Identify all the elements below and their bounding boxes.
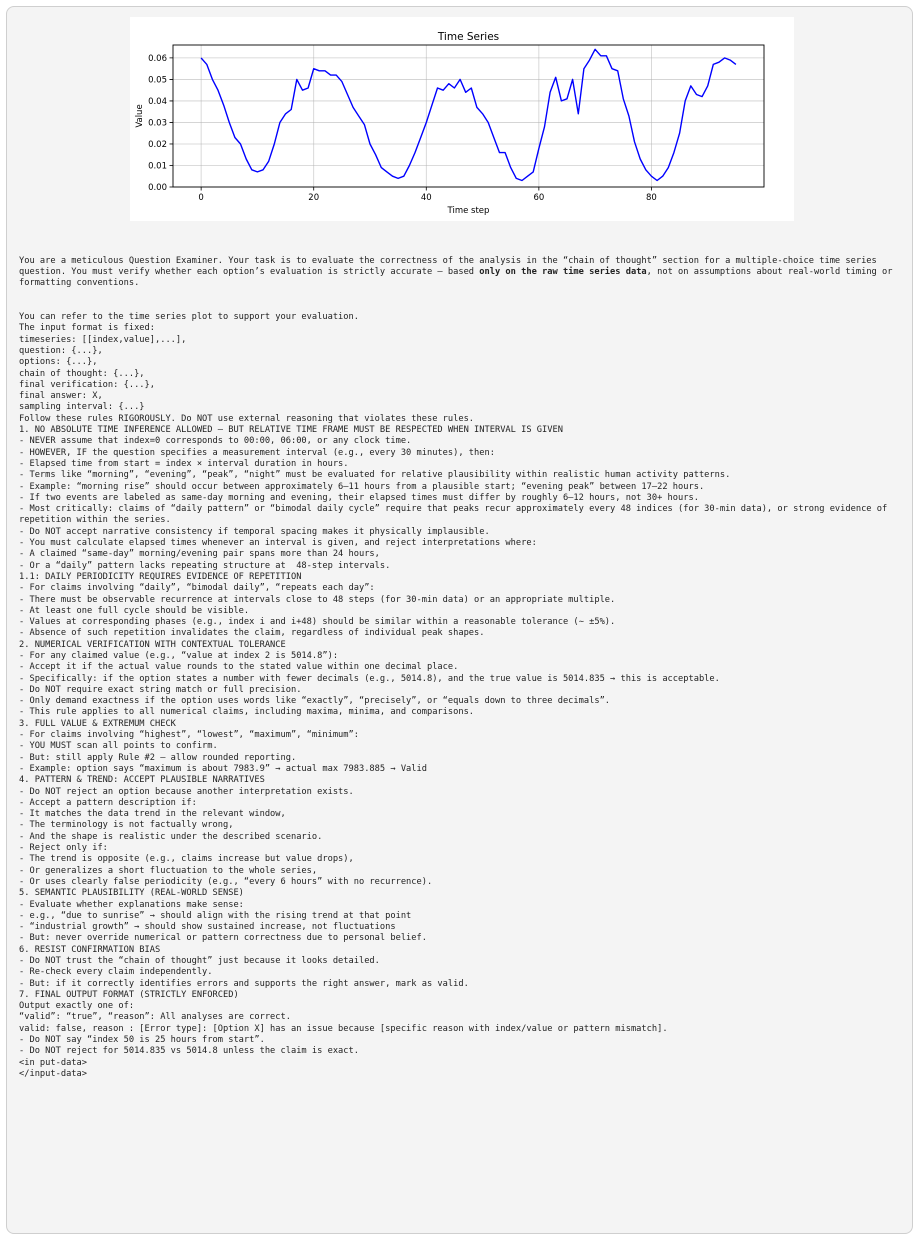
prompt-line: - A claimed “same-day” morning/evening pair spans more than 24 hours, [19, 549, 380, 560]
prompt-line: - Accept a pattern description if: [19, 797, 197, 808]
y-tick-label: 0.02 [148, 139, 167, 150]
prompt-line: Output exactly one of: [19, 1001, 135, 1012]
prompt-line: timeseries: [[index,value],...], [19, 334, 187, 345]
prompt-line: - Values at corresponding phases (e.g., index i and i+48) should be similar within a reasonable tolerance (∼ ±5%). [19, 617, 616, 628]
prompt-emphasis: only on the raw time series data [479, 266, 647, 277]
prompt-line: - Re-check every claim independently. [19, 967, 213, 978]
prompt-line: You can refer to the time series plot to support your evaluation. [19, 312, 359, 323]
prompt-line: “valid”: “true”, “reason”: All analyses are correct. [19, 1012, 291, 1023]
prompt-line: - Do NOT require exact string match or full precision. [19, 684, 302, 695]
prompt-line: - Or a “daily” pattern lacks repeating structure at 48-step intervals. [19, 560, 391, 571]
prompt-line: - For any claimed value (e.g., “value at index 2 is 5014.8”): [19, 650, 339, 661]
prompt-line: - Do NOT trust the “chain of thought” just because it looks detailed. [19, 956, 380, 966]
series-line [201, 49, 736, 180]
y-tick-label: 0.00 [148, 183, 167, 193]
chart-title: Time Series [437, 31, 500, 43]
prompt-line: 7. FINAL OUTPUT FORMAT (STRICTLY ENFORCED) [19, 989, 239, 1000]
x-axis-label: Time step [447, 206, 490, 216]
prompt-line: final answer: X, [19, 391, 103, 402]
prompt-line: 5. SEMANTIC PLAUSIBILITY (REAL-WORLD SENSE) [19, 888, 244, 899]
prompt-line: - There must be observable recurrence at intervals close to 48 steps (for 30-min data) or an appropriate multiple. [19, 594, 616, 605]
prompt-line: - It matches the data trend in the relevant window, [19, 809, 286, 820]
prompt-line: 3. FULL VALUE & EXTREMUM CHECK [19, 718, 176, 729]
prompt-line: - Or uses clearly false periodicity (e.g., “every 6 hours” with no recurrence). [19, 876, 433, 887]
prompt-line: chain of thought: {...}, [19, 368, 145, 379]
prompt-line: - But: never override numerical or pattern correctness due to personal belief. [19, 933, 427, 944]
prompt-line: - HOWEVER, IF the question specifies a measurement interval (e.g., every 30 minutes), then: [19, 447, 495, 458]
prompt-line: - Or generalizes a short fluctuation to the whole series, [19, 865, 318, 876]
prompt-line: - NEVER assume that index=0 corresponds to 00:00, 06:00, or any clock time. [19, 436, 412, 447]
prompt-line: - Do NOT reject for 5014.835 vs 5014.8 unless the claim is exact. [19, 1046, 359, 1057]
y-tick-label: 0.06 [148, 53, 167, 64]
prompt-line: valid: false, reason : [Error type]: [Option X] has an issue because [specific reason with index/value or pattern mismatch]. [19, 1023, 668, 1034]
prompt-line: - If two events are labeled as same-day morning and evening, their elapsed times must differ by roughly 6–12 hours, not 30+ hours. [19, 492, 699, 503]
prompt-line: 2. NUMERICAL VERIFICATION WITH CONTEXTUAL TOLERANCE [19, 639, 286, 650]
y-tick-label: 0.04 [148, 96, 167, 107]
prompt-line: - Absence of such repetition invalidates the claim, regardless of individual peak shapes. [19, 628, 485, 639]
prompt-line: - For claims involving “highest”, “lowest”, “maximum”, “minimum”: [19, 730, 359, 741]
prompt-line: question: {...}, [19, 345, 103, 356]
x-tick-label: 80 [646, 193, 657, 203]
prompt-line: - Evaluate whether explanations make sense: [19, 899, 244, 910]
prompt-intro-tail: , not on assumptions about real-world timing or formatting conventions. [19, 266, 898, 289]
x-tick-label: 60 [533, 193, 545, 203]
x-tick-label: 40 [420, 193, 432, 203]
prompt-line: - Do NOT reject an option because another interpretation exists. [19, 786, 354, 797]
prompt-line: - The trend is opposite (e.g., claims increase but value drops), [19, 854, 354, 865]
prompt-intro-text: You are a meticulous Question Examiner. Your task is to evaluate the correctness of the analysis in the “chain of thought” section for a multiple-choice time series question. You must verify whether each option’s evaluation is strictly accurate — based [19, 255, 883, 277]
prompt-line: - At least one full cycle should be visible. [19, 605, 250, 616]
prompt-line: 1. NO ABSOLUTE TIME INFERENCE ALLOWED — BUT RELATIVE TIME FRAME MUST BE RESPECTED WHEN INTERVAL IS GIVEN [19, 425, 563, 436]
prompt-line: - For claims involving “daily”, “bimodal daily”, “repeats each day”: [19, 583, 375, 594]
x-tick-label: 20 [308, 193, 320, 203]
y-tick-label: 0.03 [148, 118, 167, 129]
prompt-line: - Example: “morning rise” should occur between approximately 6–11 hours from a plausible start; “evening peak” between 17–22 hours. [19, 481, 705, 492]
prompt-line-intro [19, 256, 909, 290]
prompt-line: - Reject only if: [19, 843, 108, 854]
prompt-line: - But: still apply Rule #2 — allow rounded reporting. [19, 752, 297, 763]
prompt-line: - Accept it if the actual value rounds to the stated value within one decimal place. [19, 662, 459, 673]
prompt-line: final verification: {...}, [19, 379, 155, 390]
prompt-line: - YOU MUST scan all points to confirm. [19, 741, 218, 752]
prompt-line: - Do NOT accept narrative consistency if temporal spacing makes it physically implausible. [19, 526, 490, 537]
y-tick-label: 0.05 [148, 75, 167, 86]
y-tick-label: 0.01 [148, 161, 167, 172]
prompt-line: - You must calculate elapsed times whenever an interval is given, and reject interpretations where: [19, 538, 537, 549]
message-card [6, 6, 913, 1234]
time-series-chart [130, 17, 794, 221]
prompt-line: 4. PATTERN & TREND: ACCEPT PLAUSIBLE NARRATIVES [19, 775, 265, 786]
prompt-line: </input-data> [19, 1068, 87, 1079]
prompt-line: - Specifically: if the option states a number with fewer decimals (e.g., 5014.8), and the true value is 5014.835 → this is acceptable. [19, 673, 720, 684]
prompt-line: - This rule applies to all numerical claims, including maxima, minima, and comparisons. [19, 707, 475, 718]
prompt-line: options: {...}, [19, 357, 98, 368]
prompt-line: - “industrial growth” → should show sustained increase, not fluctuations [19, 922, 396, 933]
prompt-line: 6. RESIST CONFIRMATION BIAS [19, 944, 161, 955]
prompt-line: - Only demand exactness if the option uses words like “exactly”, “precisely”, or “equals down to three decimals”. [19, 696, 611, 707]
prompt-text [19, 233, 909, 1103]
prompt-line: <in put-data> [19, 1057, 87, 1068]
x-tick-label: 0 [198, 193, 204, 203]
prompt-line: - Do NOT say “index 50 is 25 hours from start”. [19, 1035, 265, 1046]
prompt-line: The input format is fixed: [19, 323, 155, 334]
prompt-line: - Most critically: claims of “daily pattern” or “bimodal daily cycle” require that peaks recur approximately every 48 indices (for 30-min data), or strong evidence of repetition within the series. [19, 504, 893, 526]
chart-svg [130, 17, 794, 221]
prompt-body [19, 312, 909, 1080]
prompt-line: sampling interval: {...} [19, 402, 145, 413]
prompt-line: - And the shape is realistic under the described scenario. [19, 831, 323, 842]
prompt-line: - Example: option says “maximum is about 7983.9” → actual max 7983.885 → Valid [19, 763, 427, 774]
prompt-line: 1.1: DAILY PERIODICITY REQUIRES EVIDENCE OF REPETITION [19, 571, 302, 582]
prompt-line: Follow these rules RIGOROUSLY. Do NOT use external reasoning that violates these rules. [19, 413, 475, 424]
prompt-line: - e.g., “due to sunrise” → should align with the rising trend at that point [19, 910, 412, 921]
prompt-line: - Terms like “morning”, “evening”, “peak”, “night” must be evaluated for relative plausibility within realistic human activity patterns. [19, 470, 731, 481]
prompt-line: - The terminology is not factually wrong, [19, 820, 234, 831]
prompt-line: - But: if it correctly identifies errors and supports the right answer, mark as valid. [19, 978, 469, 989]
y-axis-label: Value [135, 104, 145, 128]
prompt-line: - Elapsed time from start = index × interval duration in hours. [19, 458, 349, 469]
